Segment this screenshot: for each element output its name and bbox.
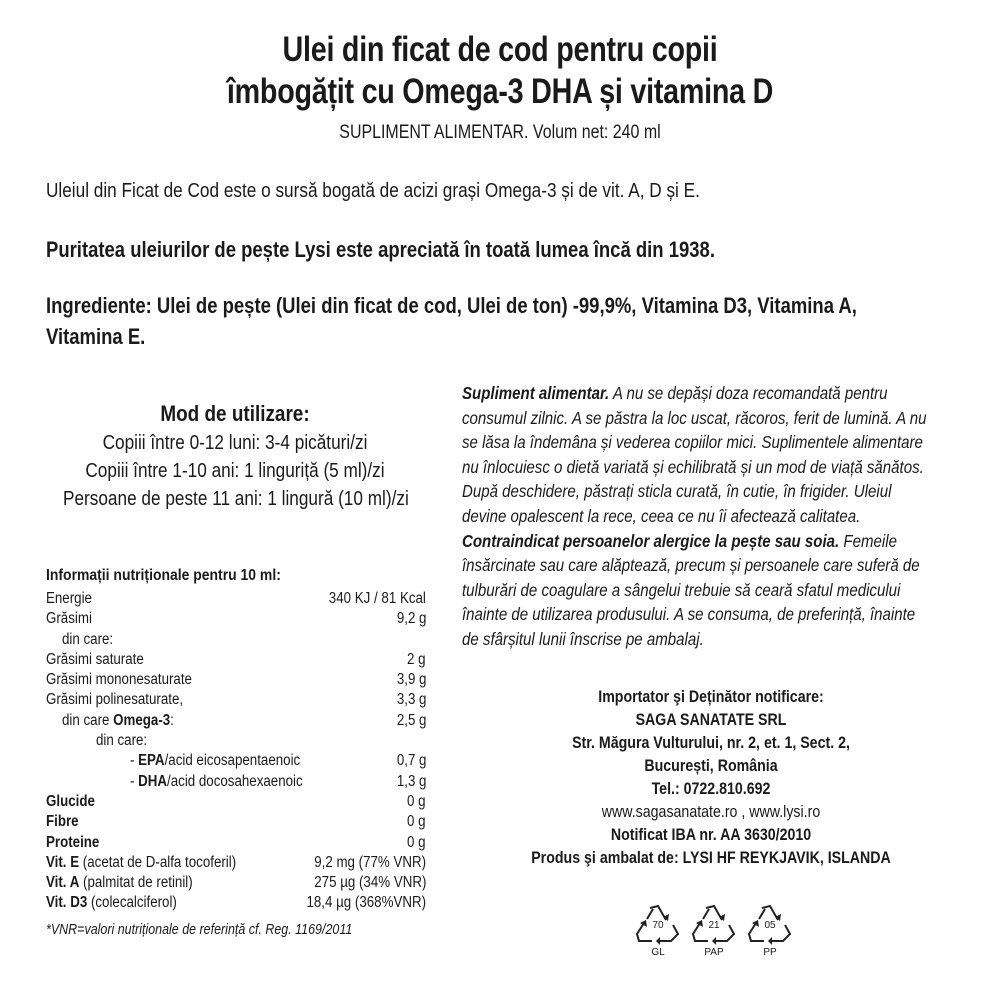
nutrition-label [46,650,144,670]
recycling-material: GL [651,947,665,958]
warning-text: de sfârșitul lunii înscrise pe ambalaj. [462,628,704,649]
recycling-material: PP [763,947,777,958]
nutrition-value: 340 KJ / 81 Kcal [328,590,426,607]
warning-line [462,529,897,554]
nutrition-value: 1,3 g [396,772,426,790]
importer-line: Importator şi Deținător notificare: [598,688,824,706]
warning-text: Femeile [839,530,897,551]
recycle-paper-icon [689,903,739,959]
nutrition-row [46,833,426,853]
nutrition-label-text: din care: [96,732,148,750]
nutrition-label [46,873,193,893]
nutrition-value: 2 g [407,650,426,668]
nutrition-label-text: Grăsimi [46,610,92,628]
recycling-code: 05 [764,920,776,931]
nutrition-label-rest: (acetat de D-alfa tocoferil) [79,853,237,871]
nutrition-label [46,792,95,812]
nutrition-value: 0,7 g [396,752,426,770]
warning-text: se lăsa la îndemâna și vederea copiilor mici. Suplimentele alimentare [462,432,923,453]
nutrition-value: 18,4 µg (368%VNR) [306,894,426,912]
nutrition-label-bold: Vit. A [46,874,80,892]
nutrition-row [46,589,426,609]
nutrition-row [46,609,426,629]
nutrition-label-bold: Glucide [46,792,95,810]
importer-line: București, România [644,757,778,775]
nutrition-label-bold: Omega-3 [113,711,171,729]
subtitle: SUPLIMENT ALIMENTAR. Volum net: 240 ml [339,122,661,143]
warning-text: După deschidere, păstrați sticla curată, în cutie, în frigider. Uleiul [462,481,892,502]
warning-text: înainte de utilizarea produsului. A se consuma, de preferință, înainte [462,604,916,625]
recycling-code: 70 [652,920,664,931]
warning-line [462,504,890,529]
ingredients-line-1: Ingrediente: Ulei de pește (Ulei din ficat de cod, Ulei de ton) -99,9%, Vitamina D3, Vitamina A, [46,293,857,318]
warning-line [462,578,901,603]
warning-text: nu înlocuiesc o dietă variată și echilibrată și un mod de viață sănătos. [462,456,924,477]
nutrition-value: 0 g [407,792,426,810]
nutrition-label-rest: : [170,711,174,729]
nutrition-label-bold: Fibre [46,813,79,831]
nutrition-label [130,751,300,771]
warning-text: devine opalescent la rece, ceea ce nu îi afectează calitatea. [462,505,861,526]
nutrition-row [46,630,426,650]
nutrition-value: 9,2 g [396,610,426,628]
nutrition-label-text: Grăsimi saturate [46,650,144,668]
nutrition-row [46,893,426,913]
importer-line: Notificat IBA nr. AA 3630/2010 [610,826,812,844]
warning-text: consumul zilnic. A se păstra la loc uscat, răcoros, ferit de lumină. A nu [462,407,927,428]
usage-line: Copiii între 0-12 luni: 3-4 picături/zi [102,432,368,454]
nutrition-row [46,731,426,751]
importer-line: Produs şi ambalat de: LYSI HF REYKJAVIK, ISLANDA [531,849,891,867]
nutrition-label-text: - [130,772,139,790]
recycle-pp-icon [745,903,795,959]
nutrition-label [46,833,99,853]
warning-text: A nu se depăși doza recomandată pentru [609,383,888,403]
nutrition-label-text: Energie [46,590,92,607]
nutrition-label-rest: /acid eicosapentaenoic [164,752,301,770]
nutrition-value: 3,9 g [396,671,426,689]
usage-heading: Mod de utilizare: [160,401,310,426]
ingredients-line-2: Vitamina E. [46,324,146,349]
warning-line [462,553,920,578]
nutrition-label [96,731,147,751]
warning-line [462,602,916,627]
nutrition-label [46,589,92,609]
importer-line: Str. Măgura Vulturului, nr. 2, et. 1, Sect. 2, [572,734,850,752]
importer-line: Tel.: 0722.810.692 [651,780,771,798]
nutrition-label-text: Grăsimi mononesaturate [46,671,192,689]
warning-line [462,627,890,652]
nutrition-row [46,812,426,832]
nutrition-label-bold: Vit. D3 [46,894,88,912]
nutrition-label-rest: /acid docosahexaenoic [167,772,303,790]
recycle-glass-icon [633,903,683,959]
title-line-2: îmbogățit cu Omega-3 DHA și vitamina D [226,72,774,111]
nutrition-label-bold: Vit. E [46,853,80,871]
nutrition-row [46,751,426,771]
nutrition-table [46,567,426,914]
nutrition-label [46,690,183,710]
nutrition-label-text: din care [62,711,114,729]
nutrition-row [46,650,426,670]
nutrition-label-bold: EPA [138,752,165,770]
nutrition-row [46,873,426,893]
vnr-footnote: *VNR=valori nutriționale de referință cf. Reg. 1169/2011 [46,922,353,938]
warning-text: însărcinate sau care alăptează, precum și persoanele care suferă de [462,555,920,576]
warning-bold: Contraindicat persoanelor alergice la pește sau soia. [462,530,840,551]
nutrition-row [46,853,426,873]
nutrition-value: 0 g [407,833,426,851]
nutrition-label [46,609,92,629]
warning-line [462,479,890,504]
usage-section [35,401,435,513]
warning-paragraph [462,381,960,652]
nutrition-value: 2,5 g [396,711,426,729]
nutrition-label [46,893,177,913]
nutrition-label-text: Grăsimi polinesaturate, [46,691,184,709]
nutrition-value: 3,3 g [396,691,426,709]
purity-text: Puritatea uleiurilor de pește Lysi este apreciată în toată lumea încă din 1938. [46,237,715,262]
importer-block [462,686,960,870]
warning-line [462,430,923,455]
recycling-material: PAP [704,947,724,958]
warning-line [462,455,924,480]
recycling-code: 21 [708,920,720,931]
nutrition-row [46,670,426,690]
nutrition-label [46,853,236,873]
nutrition-label [46,812,79,832]
nutrition-label-bold: DHA [138,772,168,790]
nutrition-label [62,711,174,731]
nutrition-row [46,690,426,710]
nutrition-heading: Informații nutriționale pentru 10 ml: [46,567,281,584]
nutrition-label-text: din care: [62,630,114,648]
intro-text: Uleiul din Ficat de Cod este o sursă bogată de acizi grași Omega-3 și de vit. A, D și E. [46,180,700,202]
nutrition-label [62,630,113,650]
nutrition-row [46,711,426,731]
title-line-1: Ulei din ficat de cod pentru copii [282,30,718,69]
nutrition-value: 0 g [407,813,426,831]
nutrition-label [46,670,192,690]
nutrition-value: 9,2 mg (77% VNR) [314,853,426,871]
nutrition-label-bold: Proteine [46,833,100,851]
nutrition-row [46,792,426,812]
importer-line: www.sagasanatate.ro , www.lysi.ro [601,803,821,821]
nutrition-label-rest: (colecalciferol) [87,894,177,912]
warning-text: tulburări de coagulare a sângelui trebuie să ceară sfatul medicului [462,579,901,600]
nutrition-label [130,772,303,792]
nutrition-label-text: - [130,752,139,770]
nutrition-value: 275 µg (34% VNR) [313,874,426,892]
nutrition-row [46,772,426,792]
importer-line: SAGA SANATATE SRL [635,711,787,729]
usage-line: Persoane de peste 11 ani: 1 lingură (10 ml)/zi [63,488,409,510]
warning-line [462,381,890,406]
warning-bold: Supliment alimentar. [462,383,610,403]
nutrition-label-rest: (palmitat de retinil) [79,874,193,892]
usage-line: Copiii între 1-10 ani: 1 linguriță (5 ml)/zi [85,460,385,482]
warning-line [462,406,927,431]
